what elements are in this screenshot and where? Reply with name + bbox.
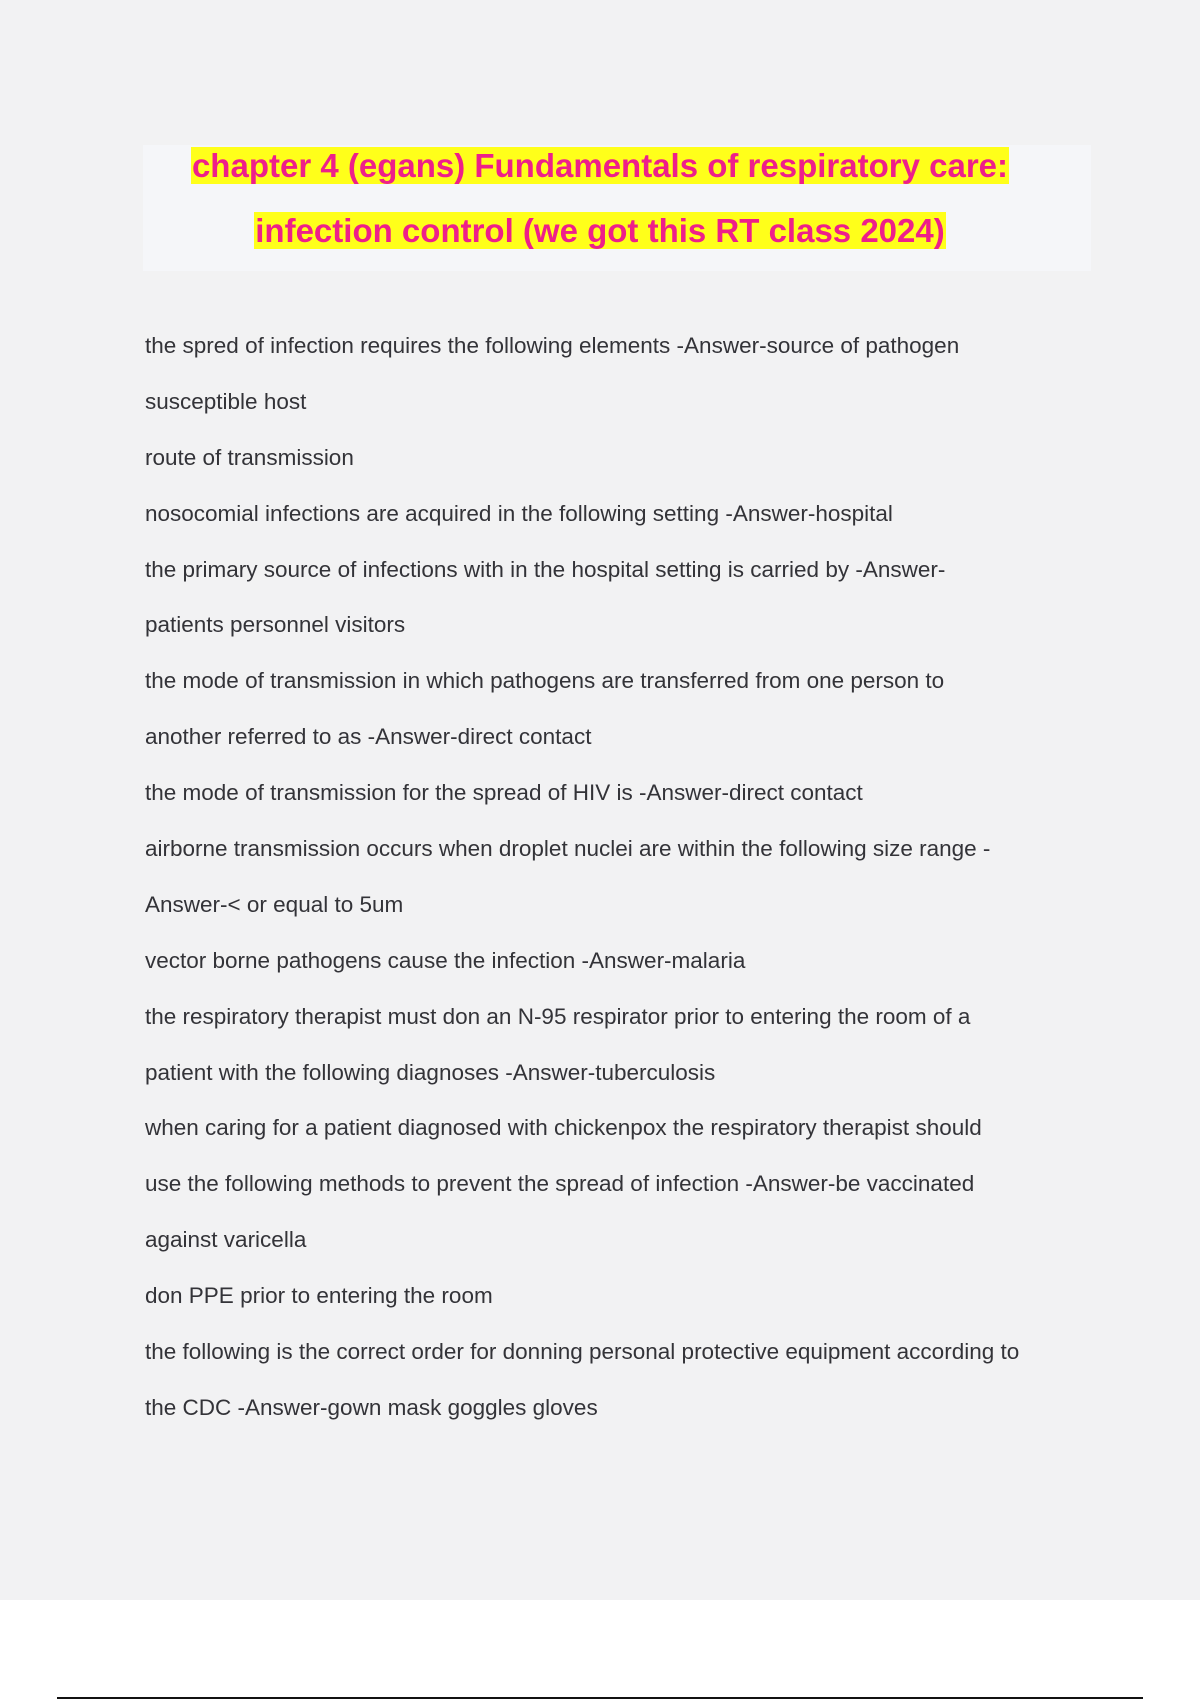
text-line: the following is the correct order for donning personal protective equipment according to [145,1339,1020,1365]
text-line: route of transmission [145,444,354,470]
text-line: against varicella [145,1227,307,1253]
text-line: Answer-< or equal to 5um [145,891,404,917]
text-line: the spred of infection requires the following elements -Answer-source of pathogen [145,333,960,358]
text-line: when caring for a patient diagnosed with chickenpox the respiratory therapist should [145,1115,982,1141]
text-line: vector borne pathogens cause the infection -Answer-malaria [145,947,746,973]
document-title-line-2 [0,210,1200,252]
title-highlight-2: infection control (we got this RT class 2024) [255,212,945,249]
document-title-line-1 [0,145,1200,187]
text-line: another referred to as -Answer-direct contact [145,724,592,750]
text-line: the CDC -Answer-gown mask goggles gloves [145,1394,598,1420]
text-line: susceptible host [145,388,307,414]
text-line: use the following methods to prevent the spread of infection -Answer-be vaccinated [145,1171,975,1197]
title-highlight-1: chapter 4 (egans) Fundamentals of respiratory care: [191,147,1009,184]
text-line: the primary source of infections with in the hospital setting is carried by -Answer- [145,556,946,582]
text-line: patients personnel visitors [145,612,406,638]
qa-list [145,318,1105,1436]
text-line: the mode of transmission in which pathogens are transferred from one person to [145,668,945,694]
text-line: nosocomial infections are acquired in the following setting -Answer-hospital [145,500,893,526]
text-line: the mode of transmission for the spread of HIV is -Answer-direct contact [145,780,863,806]
text-line: don PPE prior to entering the room [145,1283,493,1309]
text-line: the respiratory therapist must don an N-95 respirator prior to entering the room of a [145,1003,971,1029]
text-line: patient with the following diagnoses -Answer-tuberculosis [145,1059,716,1085]
footer-rule [57,1697,1143,1699]
text-line: airborne transmission occurs when droplet nuclei are within the following size range - [145,836,991,862]
